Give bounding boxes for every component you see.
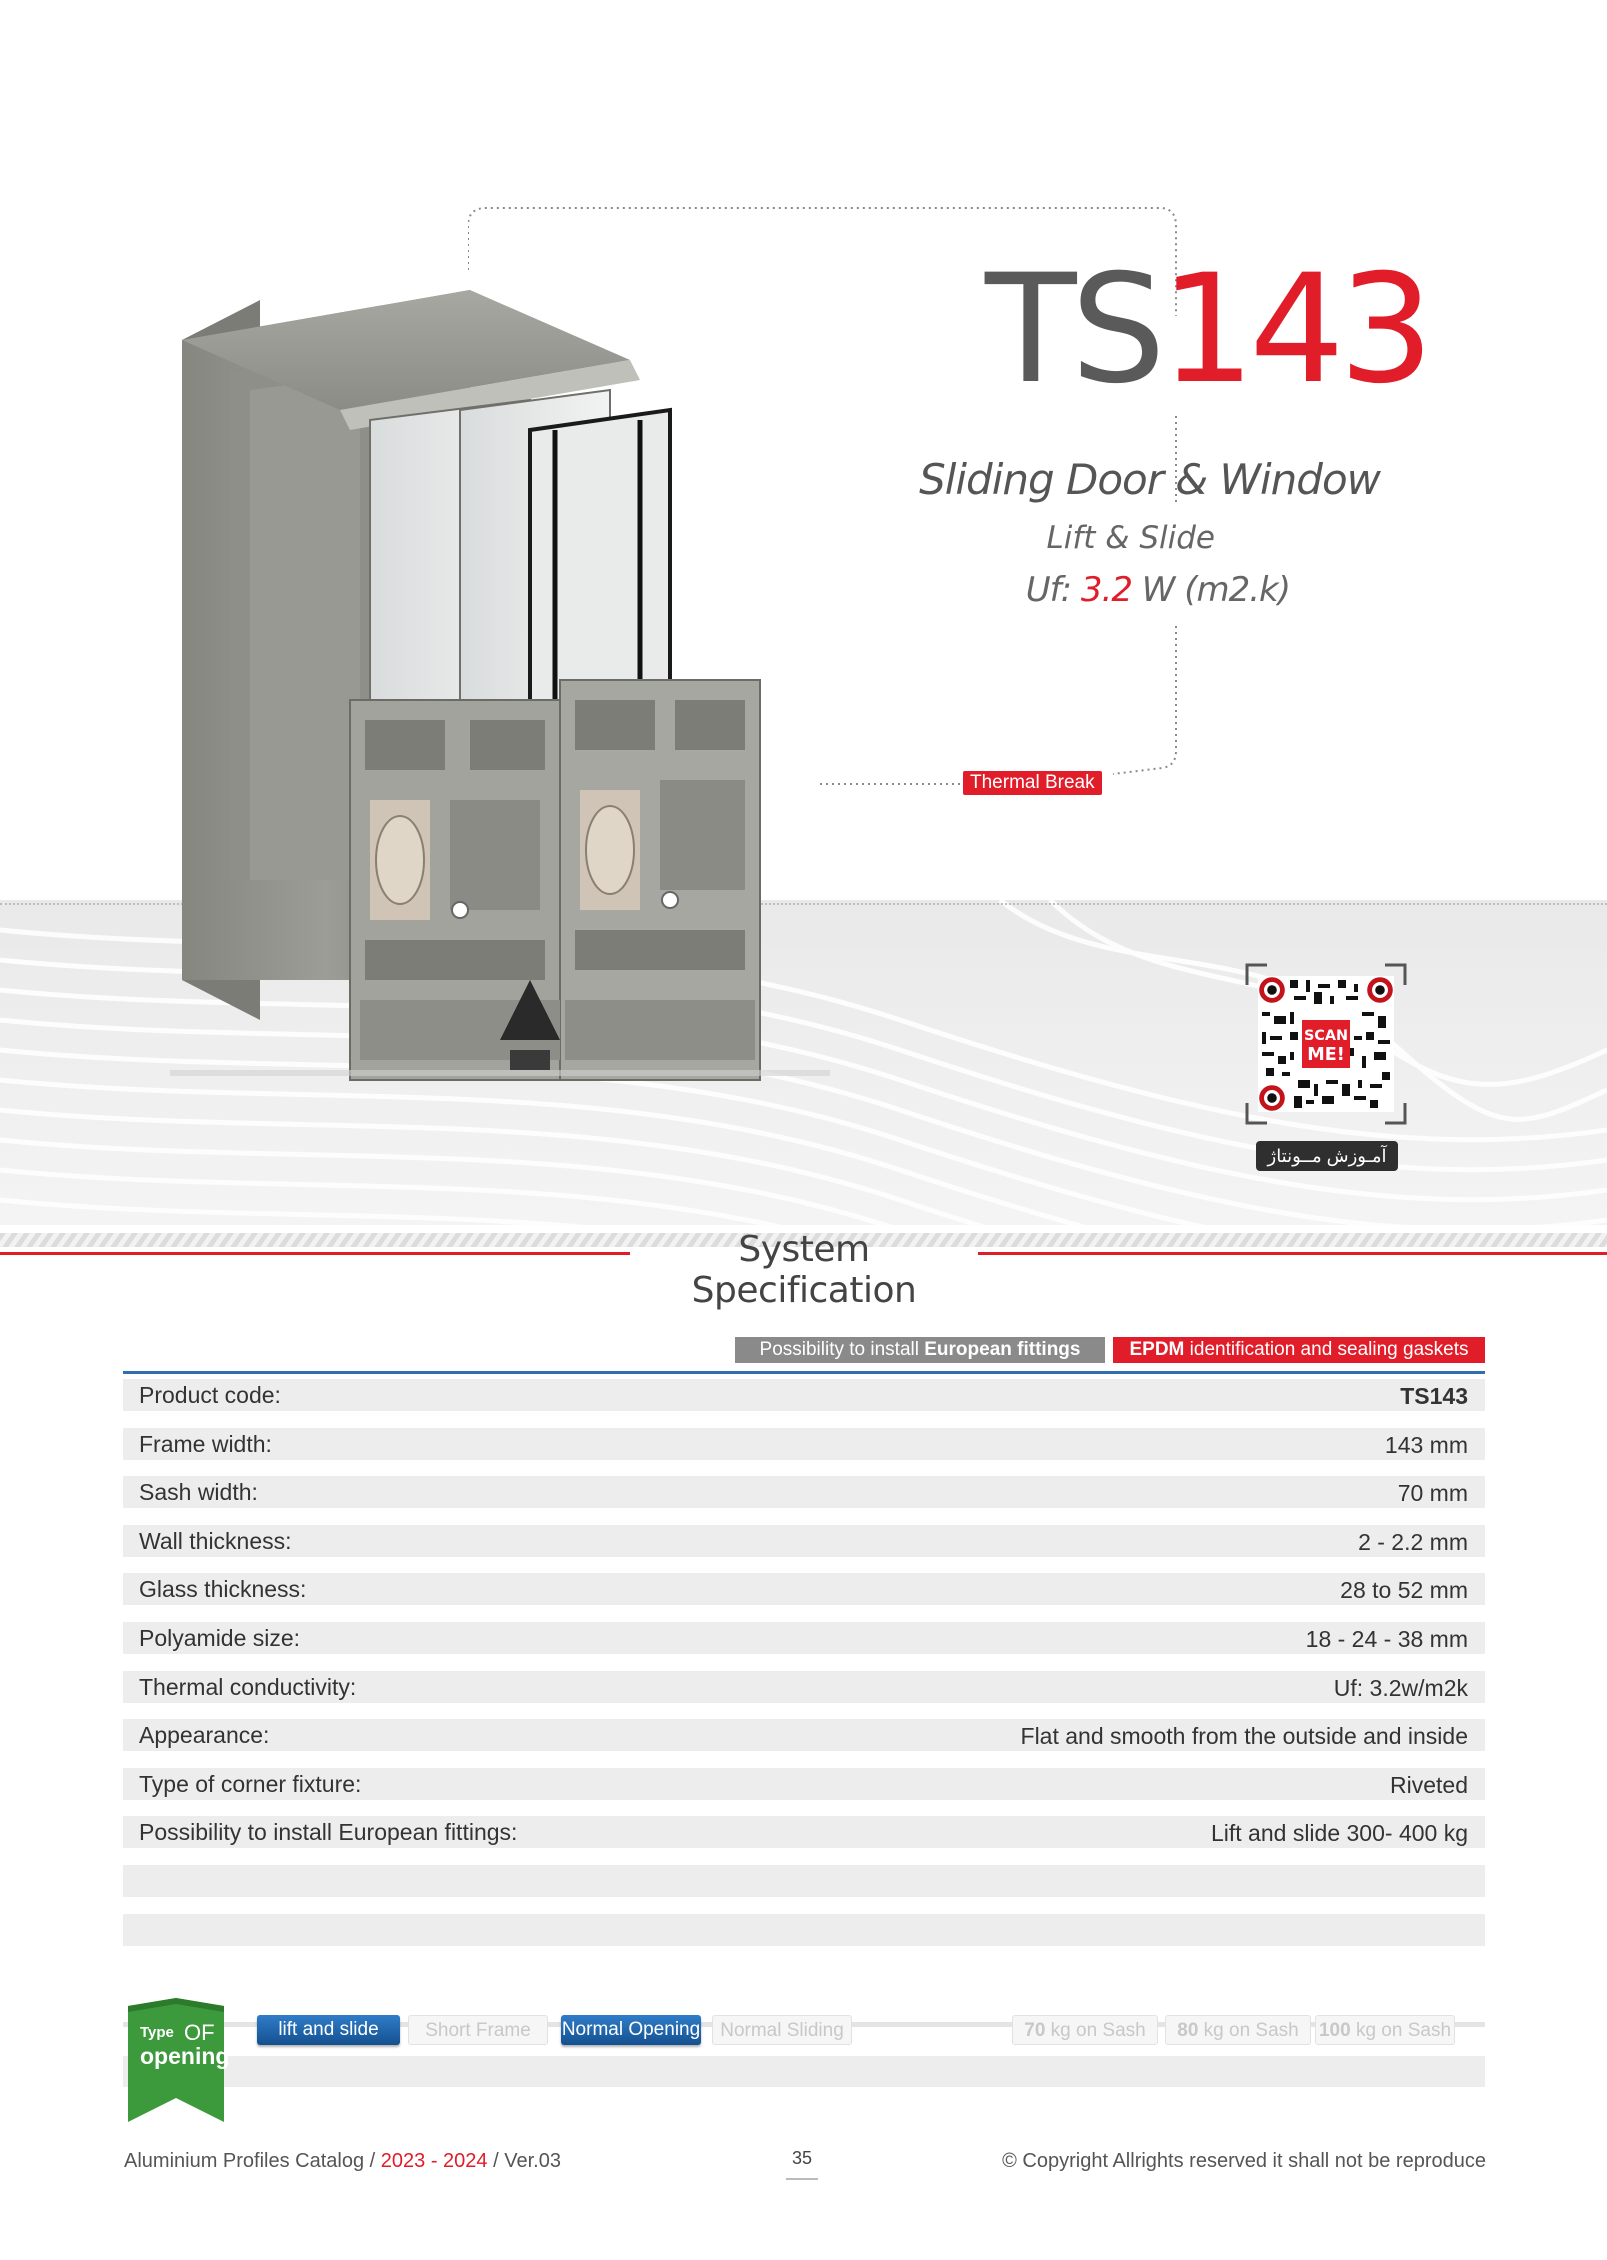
table-row — [123, 1476, 1485, 1525]
thermal-break-badge: Thermal Break — [963, 771, 1102, 795]
weight-num: 100 — [1318, 2020, 1351, 2041]
spec-value: Uf: 3.2w/m2k — [1333, 1674, 1468, 1701]
spec-value: 143 mm — [1384, 1431, 1468, 1458]
table-row — [123, 1573, 1485, 1622]
catalog-footer — [124, 2150, 561, 2173]
opening-option-short-frame: Short Frame — [408, 2015, 548, 2045]
uf-rating — [900, 570, 1290, 610]
epdm-tag — [1113, 1337, 1485, 1363]
page-number: 35 — [791, 2148, 813, 2168]
weight-text: kg on Sash — [1198, 2020, 1299, 2041]
weight-option-80 — [1165, 2015, 1311, 2045]
table-row — [123, 1525, 1485, 1574]
product-title — [985, 243, 1429, 417]
spec-label: Possibility to install European fittings: — [139, 1819, 518, 1846]
assembly-tutorial-label: آمـوزش مــونتاژ — [1256, 1141, 1398, 1171]
spec-label: Polyamide size: — [139, 1624, 301, 1651]
spec-value: 18 - 24 - 38 mm — [1305, 1625, 1468, 1652]
tag-grey-bold: European fittings — [924, 1339, 1081, 1360]
table-row-empty — [123, 1865, 1485, 1914]
spec-value: Flat and smooth from the outside and inside — [1020, 1723, 1468, 1750]
spec-label: Sash width: — [139, 1479, 258, 1506]
spec-table — [123, 1379, 1485, 1962]
spec-label: Wall thickness: — [139, 1527, 292, 1554]
spec-label: Frame width: — [139, 1430, 272, 1457]
weight-text: kg on Sash — [1045, 2020, 1146, 2041]
spec-label: Glass thickness: — [139, 1576, 307, 1603]
weight-text: kg on Sash — [1350, 2020, 1452, 2041]
spec-value: 2 - 2.2 mm — [1358, 1528, 1468, 1555]
copyright: © Copyright Allrights reserved it shall not be reproduce — [1002, 2150, 1486, 2172]
table-row — [123, 1622, 1485, 1671]
table-row — [123, 1768, 1485, 1817]
opening-band-bottom — [123, 2056, 1485, 2087]
model-number: 143 — [1159, 243, 1429, 417]
qr-code[interactable] — [1258, 976, 1394, 1112]
ribbon-opening-text: opening — [140, 2043, 230, 2069]
european-fittings-tag — [735, 1337, 1105, 1363]
page-number-underline — [786, 2178, 818, 2180]
catalog-version: / Ver.03 — [487, 2150, 561, 2172]
weight-num: 70 — [1024, 2020, 1046, 2041]
tag-red-bold: EPDM — [1129, 1339, 1185, 1360]
catalog-name: Aluminium Profiles Catalog / — [124, 2150, 381, 2172]
qr-me-text: ME! — [1307, 1045, 1345, 1065]
section-title: System Specification — [691, 1229, 917, 1311]
weight-option-100 — [1315, 2015, 1455, 2045]
table-row — [123, 1816, 1485, 1865]
table-row — [123, 1719, 1485, 1768]
table-row-empty — [123, 1914, 1485, 1963]
uf-unit: W (m2.k) — [1141, 570, 1290, 610]
product-subtitle-2: Lift & Slide — [1046, 520, 1215, 556]
spec-label: Type of corner fixture: — [139, 1770, 362, 1797]
spec-value: TS143 — [1400, 1383, 1468, 1409]
weight-option-70 — [1012, 2015, 1158, 2045]
ribbon-of-text: OF — [184, 2020, 215, 2045]
table-top-rule — [123, 1371, 1485, 1374]
catalog-years: 2023 - 2024 — [380, 2150, 488, 2172]
opening-option-normal-opening: Normal Opening — [561, 2015, 701, 2045]
spec-label: Product code: — [139, 1382, 281, 1408]
table-row — [123, 1379, 1485, 1428]
opening-option-lift-and-slide: lift and slide — [257, 2015, 400, 2045]
product-subtitle: Sliding Door & Window — [919, 455, 1380, 504]
tag-grey-prefix: Possibility to install — [759, 1339, 925, 1360]
spec-value: 70 mm — [1397, 1480, 1468, 1507]
uf-value: 3.2 — [1080, 570, 1132, 610]
opening-option-normal-sliding: Normal Sliding — [712, 2015, 852, 2045]
spec-value: 28 to 52 mm — [1340, 1577, 1468, 1604]
table-row — [123, 1671, 1485, 1720]
spec-value: Riveted — [1390, 1771, 1468, 1798]
table-row — [123, 1428, 1485, 1477]
weight-num: 80 — [1177, 2020, 1199, 2041]
spec-label: Thermal conductivity: — [139, 1673, 357, 1700]
ribbon-type-text: Type — [140, 2024, 174, 2041]
tag-red-suffix: identification and sealing gaskets — [1184, 1339, 1469, 1360]
model-prefix: TS — [985, 243, 1160, 417]
section-rule-right — [978, 1252, 1607, 1255]
spec-value: Lift and slide 300- 400 kg — [1210, 1820, 1468, 1847]
spec-label: Appearance: — [139, 1722, 270, 1749]
qr-scan-text: SCAN — [1303, 1028, 1349, 1044]
uf-prefix: Uf: — [1025, 570, 1072, 610]
section-rule-left — [0, 1252, 630, 1255]
